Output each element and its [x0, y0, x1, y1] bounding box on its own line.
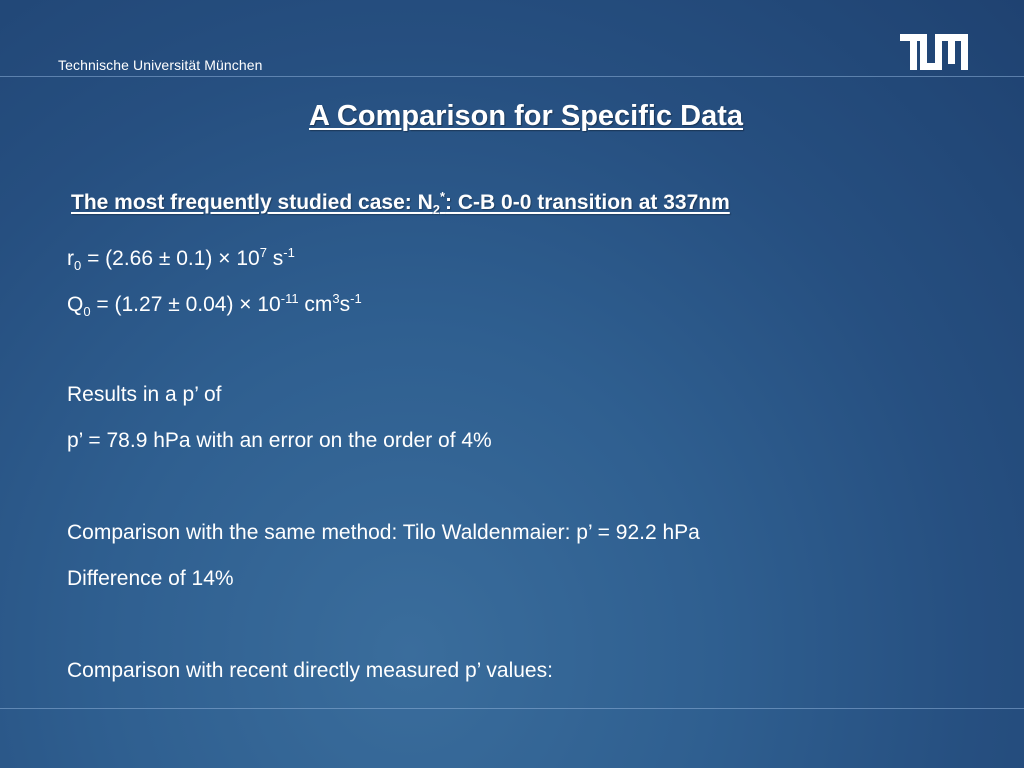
comparison-difference: Difference of 14%	[67, 567, 234, 590]
header-divider	[0, 76, 1024, 77]
slide-subtitle: The most frequently studied case: $N_2^*$: C-B 0-0 transition at 337nm	[71, 189, 730, 218]
results-intro: Results in a p’ of	[67, 383, 222, 406]
q0-equation: $Q_0 = (1.27 \pm 0.04) \times 10^{-11}$ $cm^3s^{-1}$	[67, 291, 362, 320]
footer-divider	[0, 708, 1024, 709]
results-value: p’ = 78.9 hPa with an error on the order of 4%	[67, 429, 492, 452]
comparison-same-method: Comparison with the same method: Tilo Waldenmaier: p’ = 92.2 hPa	[67, 521, 700, 544]
comparison-recent: Comparison with recent directly measured p’ values:	[67, 659, 553, 682]
tum-logo	[900, 34, 968, 70]
slide-title: A Comparison for Specific Data	[308, 100, 743, 132]
r0-equation: $r_0 = (2.66 \pm 0.1) \times 10^7$ $s^{-1}$	[67, 245, 295, 274]
header-organization: Technische Universität München	[58, 57, 263, 73]
